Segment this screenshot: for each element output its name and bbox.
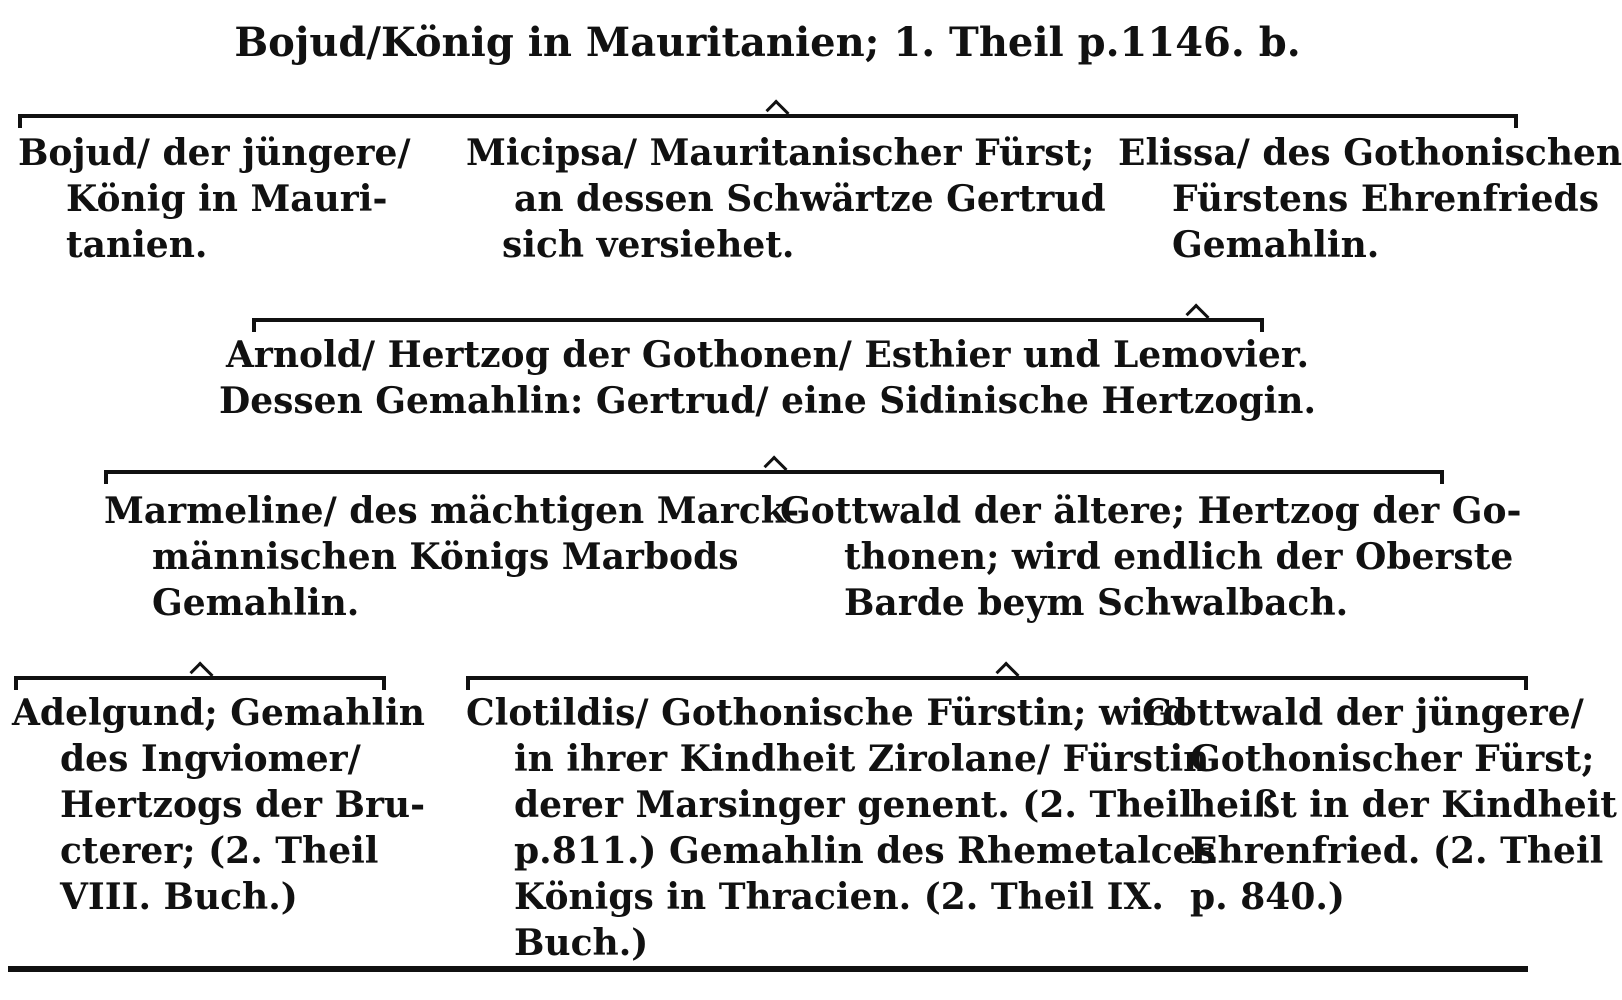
entry-line: Ehrenfried. (2. Theil (1190, 830, 1604, 872)
entry-line: Marmeline/ des mächtigen Marck- (104, 490, 800, 532)
bracket-peak (189, 661, 213, 685)
entry-line: Fürstens Ehrenfrieds (1172, 178, 1599, 220)
entry-gottwald-elder (780, 488, 1521, 626)
entry-line: Barde beym Schwalbach. (844, 582, 1349, 624)
bracket-peak (1185, 303, 1209, 327)
entry-line: Elissa/ des Gothonischen (1118, 132, 1622, 174)
entry-line: Clotildis/ Gothonische Fürstin; wird (466, 692, 1188, 734)
entry-line: Gothonischer Fürst; (1190, 738, 1595, 780)
entry-line: König in Mauri- (66, 178, 388, 220)
entry-line: Gemahlin. (1172, 224, 1380, 266)
entry-arnold (0, 332, 1535, 424)
entry-line: Bojud/ der jüngere/ (18, 132, 411, 174)
entry-line: Hertzogs der Bru- (60, 784, 426, 826)
entry-line: in ihrer Kindheit Zirolane/ Fürstin (514, 738, 1210, 780)
entry-line: p. 840.) (1190, 876, 1345, 918)
entry-bojud-younger (18, 130, 411, 268)
entry-line: an dessen Schwärtze Gertrud (514, 178, 1106, 220)
entry-line: tanien. (66, 224, 208, 266)
entry-line: Königs in Thracien. (2. Theil IX. (514, 876, 1164, 918)
entry-line: des Ingviomer/ (60, 738, 361, 780)
entry-gottwald-younger (1142, 690, 1617, 920)
entry-micipsa (466, 130, 1106, 268)
entry-line: Gottwald der jüngere/ (1142, 692, 1584, 734)
entry-line: heißt in der Kindheit (1190, 784, 1617, 826)
bottom-rule (8, 966, 1528, 972)
entry-line: Arnold/ Hertzog der Gothonen/ Esthier und Lemovier. (225, 334, 1310, 376)
bracket-peak (995, 661, 1019, 685)
entry-line: sich versiehet. (502, 224, 795, 266)
bracket-generation-3 (104, 470, 1444, 488)
entry-line: männischen Königs Marbods (152, 536, 739, 578)
entry-line: Micipsa/ Mauritanischer Fürst; (466, 132, 1095, 174)
page-title: Bojud/König in Mauritanien; 1. Theil p.1146. b. (234, 19, 1301, 66)
entry-line: VIII. Buch.) (60, 876, 298, 918)
entry-line: cterer; (2. Theil (60, 830, 379, 872)
entry-marmeline (104, 488, 799, 626)
entry-line: p.811.) Gemahlin des Rhemetalces (514, 830, 1216, 872)
entry-line: Buch.) (514, 922, 649, 964)
bracket-peak (763, 455, 787, 479)
entry-line: Dessen Gemahlin: Gertrud/ eine Sidinische Hertzogin. (219, 380, 1316, 422)
entry-line: Gemahlin. (152, 582, 360, 624)
entry-line: Gottwald der ältere; Hertzog der Go- (780, 490, 1522, 532)
bracket-peak (765, 99, 789, 123)
entry-adelgund (12, 690, 425, 920)
entry-line: Adelgund; Gemahlin (12, 692, 425, 734)
entry-line: thonen; wird endlich der Oberste (844, 536, 1514, 578)
entry-elissa (1118, 130, 1622, 268)
entry-clotildis (466, 690, 1216, 966)
entry-line: derer Marsinger genent. (2. Theil (514, 784, 1193, 826)
